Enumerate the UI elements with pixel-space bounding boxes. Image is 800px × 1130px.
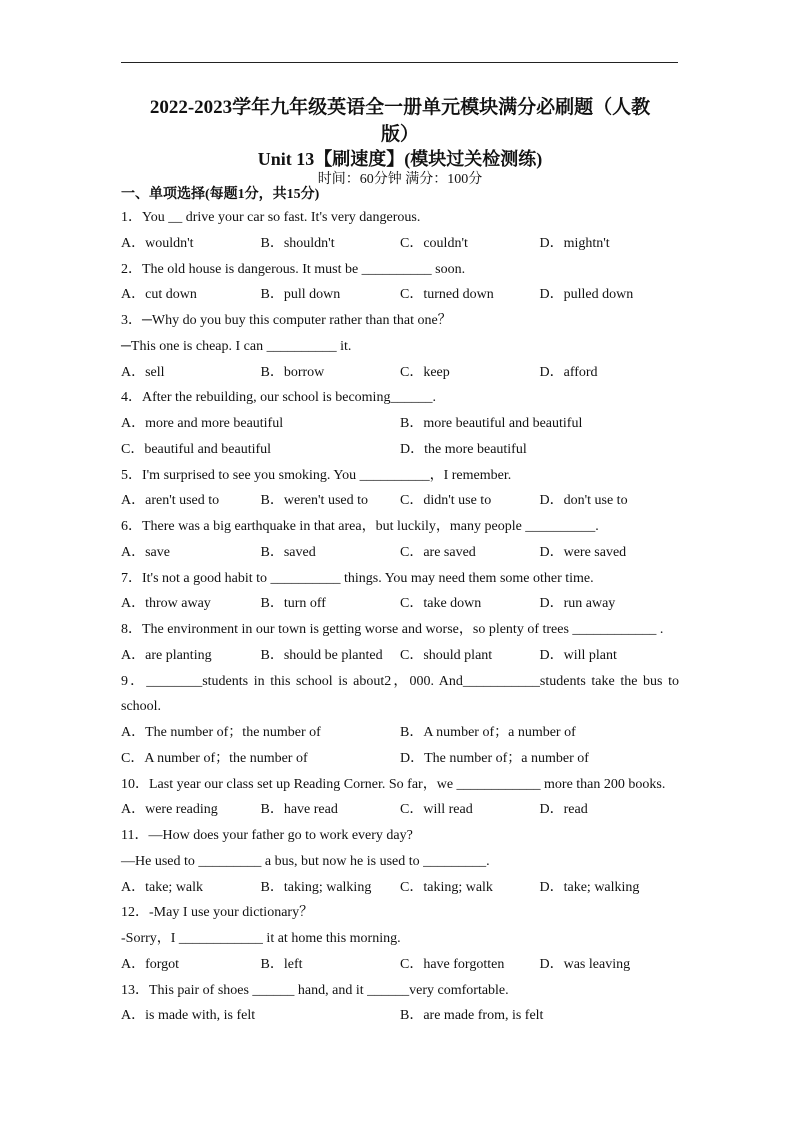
option-c: C．couldn't bbox=[400, 235, 468, 251]
option-c: C．should plant bbox=[400, 647, 493, 663]
exam-meta: 时间：60分钟 满分：100分 bbox=[317, 172, 483, 187]
option-a: A．aren't used to bbox=[121, 493, 220, 509]
question-stem: 13．This pair of shoes ______ hand, and it ______very comfortable. bbox=[121, 982, 509, 998]
option-c: C．turned down bbox=[400, 287, 494, 303]
option-d: D．was leaving bbox=[539, 956, 631, 972]
option-a: A．were reading bbox=[121, 802, 218, 818]
question-stem: 3．─Why do you buy this computer rather than that one？ bbox=[121, 313, 452, 328]
answer-options bbox=[121, 488, 679, 514]
option-a: A．sell bbox=[121, 364, 165, 380]
option-d: D．read bbox=[539, 802, 588, 818]
option-b: B．more beautiful and beautiful bbox=[400, 416, 583, 431]
option-c: C．didn't use to bbox=[400, 493, 492, 509]
answer-options bbox=[121, 797, 679, 823]
option-c: C．taking; walk bbox=[400, 879, 493, 895]
question-stem: 4．After the rebuilding, our school is becoming______. bbox=[121, 390, 436, 406]
question-stem-continued: -Sorry，I ____________ it at home this morning. bbox=[121, 931, 401, 946]
option-d: D．will plant bbox=[539, 647, 617, 663]
question-stem-continued: —He used to _________ a bus, but now he is used to _________. bbox=[121, 853, 490, 869]
option-a: A．wouldn't bbox=[121, 235, 194, 251]
question-stem: 12．-May I use your dictionary？ bbox=[121, 905, 314, 921]
question-stem: 7．It's not a good habit to __________ things. You may need them some other time. bbox=[121, 570, 594, 586]
option-b: B．shouldn't bbox=[260, 235, 335, 251]
option-c: C．have forgotten bbox=[400, 956, 505, 972]
option-c: C．A number of；the number of bbox=[121, 750, 308, 766]
question-stem: 11．—How does your father go to work every day? bbox=[121, 828, 413, 843]
option-c: C．take down bbox=[400, 596, 482, 612]
option-b: B．should be planted bbox=[260, 647, 383, 663]
answer-options bbox=[121, 540, 679, 566]
section-heading: 一、单项选择(每题1分，共15分) bbox=[121, 187, 320, 202]
option-b: B．are made from, is felt bbox=[400, 1008, 544, 1024]
option-c: C．are saved bbox=[400, 544, 476, 560]
option-d: D．pulled down bbox=[539, 287, 634, 303]
question-stem: 1．You __ drive your car so fast. It's very dangerous. bbox=[121, 210, 421, 225]
option-a: A．save bbox=[121, 544, 170, 560]
answer-options bbox=[121, 875, 679, 901]
question-stem-continued: ─This one is cheap. I can __________ it. bbox=[121, 338, 352, 354]
option-a: A．is made with, is felt bbox=[121, 1008, 256, 1024]
option-b: B．borrow bbox=[260, 364, 325, 380]
option-b: B．turn off bbox=[260, 596, 326, 612]
answer-options bbox=[121, 952, 679, 978]
unit-subtitle: Unit 13【刷速度】(模块过关检测练) bbox=[257, 149, 543, 169]
top-rule bbox=[121, 62, 678, 63]
option-b: B．have read bbox=[260, 802, 338, 818]
answer-options bbox=[121, 360, 679, 386]
question-stem-continued: school. bbox=[121, 699, 162, 715]
option-b: B．pull down bbox=[260, 287, 341, 303]
option-c: C．keep bbox=[400, 364, 450, 380]
answer-options bbox=[121, 282, 679, 308]
option-a: A．take; walk bbox=[121, 879, 204, 895]
question-stem: 2．The old house is dangerous. It must be __________ soon. bbox=[121, 261, 466, 277]
option-d: D．run away bbox=[539, 596, 616, 612]
option-a: A．The number of；the number of bbox=[121, 725, 321, 740]
answer-options bbox=[121, 720, 679, 746]
option-d: D．don't use to bbox=[539, 493, 628, 509]
option-a: A．more and more beautiful bbox=[121, 416, 284, 431]
answer-options bbox=[121, 437, 679, 463]
question-stem: 10．Last year our class set up Reading Corner. So far，we ____________ more than 200 books. bbox=[121, 776, 666, 792]
option-a: A．cut down bbox=[121, 287, 197, 303]
option-b: B．left bbox=[260, 956, 303, 972]
answer-options bbox=[121, 411, 679, 437]
option-c: C．beautiful and beautiful bbox=[121, 441, 272, 457]
option-a: A．are planting bbox=[121, 647, 212, 663]
option-d: D．mightn't bbox=[539, 235, 610, 251]
option-d: D．the more beautiful bbox=[400, 441, 527, 457]
option-a: A．throw away bbox=[121, 596, 211, 612]
option-b: B．taking; walking bbox=[260, 879, 372, 895]
answer-options bbox=[121, 746, 679, 772]
question-stem: 6．There was a big earthquake in that area，but luckily，many people __________. bbox=[121, 519, 599, 534]
option-d: D．were saved bbox=[539, 544, 627, 560]
option-d: D．The number of；a number of bbox=[400, 750, 589, 766]
option-b: B．weren't used to bbox=[260, 493, 369, 509]
answer-options bbox=[121, 643, 679, 669]
answer-options bbox=[121, 231, 679, 257]
question-stem: 9．________students in this school is about2，000. And___________students take the bus to bbox=[121, 673, 679, 689]
page-title-line2: 版） bbox=[380, 124, 419, 145]
question-stem: 5．I'm surprised to see you smoking. You __________，I remember. bbox=[121, 467, 512, 483]
question-list bbox=[121, 185, 679, 1029]
page-title-line1: 2022-2023学年九年级英语全一册单元模块满分必刷题（人教 bbox=[149, 97, 651, 118]
answer-options bbox=[121, 1003, 679, 1029]
answer-options bbox=[121, 591, 679, 617]
option-d: D．afford bbox=[539, 364, 598, 380]
option-d: D．take; walking bbox=[539, 879, 640, 895]
option-c: C．will read bbox=[400, 802, 473, 818]
option-b: B．A number of；a number of bbox=[400, 725, 576, 740]
option-b: B．saved bbox=[260, 544, 316, 560]
question-stem: 8．The environment in our town is getting worse and worse，so plenty of trees ____________ . bbox=[121, 622, 664, 637]
option-a: A．forgot bbox=[121, 956, 180, 972]
